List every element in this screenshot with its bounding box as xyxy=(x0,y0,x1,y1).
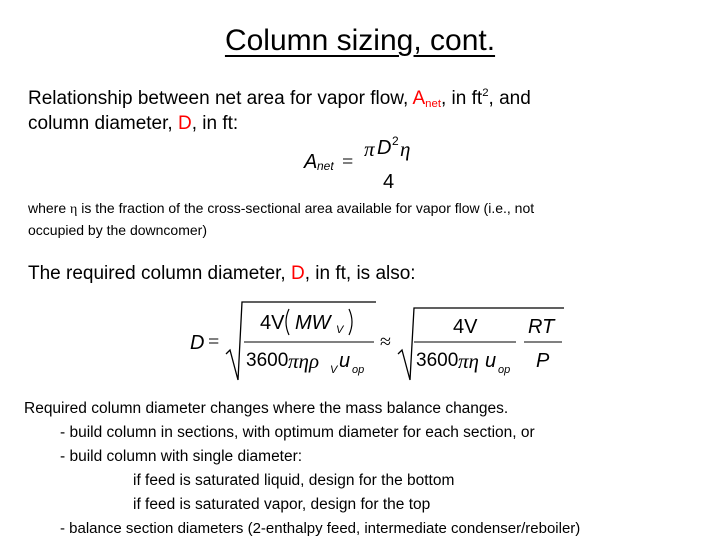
eq2-lhs: D xyxy=(190,332,205,354)
var-d: D xyxy=(290,263,305,284)
eq1-lhs-subscript: net xyxy=(317,159,334,173)
text-segment: where xyxy=(28,200,71,216)
var-a: A xyxy=(412,88,426,109)
eq1-equals: = xyxy=(342,151,354,173)
eq2-den1-rho-subscript: V xyxy=(330,364,338,376)
var-d: D xyxy=(177,113,192,134)
eq2-den2-u: u xyxy=(485,350,497,372)
eq1-num-d: D xyxy=(377,137,392,159)
eq1-num-eta: η xyxy=(400,137,411,161)
eq2-den1-u-subscript: op xyxy=(352,364,365,376)
paragraph-eta-line-2: occupied by the downcomer) xyxy=(28,222,207,238)
slide-title: Column sizing, cont. xyxy=(224,24,496,57)
eta-symbol: η xyxy=(70,202,78,217)
eq2-den2-u-subscript: op xyxy=(498,364,511,376)
eq1-denominator: 4 xyxy=(383,171,395,193)
eq2-num1-mw: MW xyxy=(295,312,331,334)
eq2-den1-greek: πηρ xyxy=(288,349,320,373)
text-segment: column diameter, xyxy=(28,113,178,134)
eq2-den1-u: u xyxy=(339,350,351,372)
text-segment: , in ft: xyxy=(191,113,239,134)
eq1-num-superscript: 2 xyxy=(392,134,399,148)
bullet-line-1: Required column diameter changes where the mass balance changes. xyxy=(24,400,509,417)
text-segment: , and xyxy=(488,88,531,109)
var-a-subscript: net xyxy=(425,98,441,110)
eq2-den1-number: 3600 xyxy=(246,350,289,371)
text-segment: , in ft, is also: xyxy=(304,263,416,284)
bullet-line-3: - build column with single diameter: xyxy=(60,448,303,465)
eq2-approx: ≈ xyxy=(380,331,391,353)
bullet-line-5: if feed is saturated vapor, design for the top xyxy=(133,496,431,513)
text-segment: , in ft xyxy=(441,88,483,109)
eq2-den3: P xyxy=(536,350,550,372)
eq1-lhs: A xyxy=(304,151,318,173)
eq2-num2: 4V xyxy=(453,316,478,338)
text-segment: Relationship between net area for vapor flow, xyxy=(28,88,413,109)
bullet-line-4: if feed is saturated liquid, design for the bottom xyxy=(133,472,455,489)
eq2-num1: 4V xyxy=(260,312,285,334)
eq2-num3: RT xyxy=(528,316,555,338)
text-segment: is the fraction of the cross-sectional area available for vapor flow (i.e., not xyxy=(77,200,535,216)
text-segment: The required column diameter, xyxy=(28,263,291,284)
eq1-num-pi: π xyxy=(364,137,375,161)
superscript: 2 xyxy=(482,87,489,99)
eq2-den2-number: 3600 xyxy=(416,350,459,371)
eq2-num1-subscript: V xyxy=(336,324,344,336)
bullet-line-6: - balance section diameters (2-enthalpy feed, intermediate condenser/reboiler) xyxy=(60,520,581,537)
eq2-den2-greek: πη xyxy=(458,349,479,373)
eq2-equals: = xyxy=(208,331,220,353)
bullet-line-2: - build column in sections, with optimum diameter for each section, or xyxy=(60,424,535,441)
